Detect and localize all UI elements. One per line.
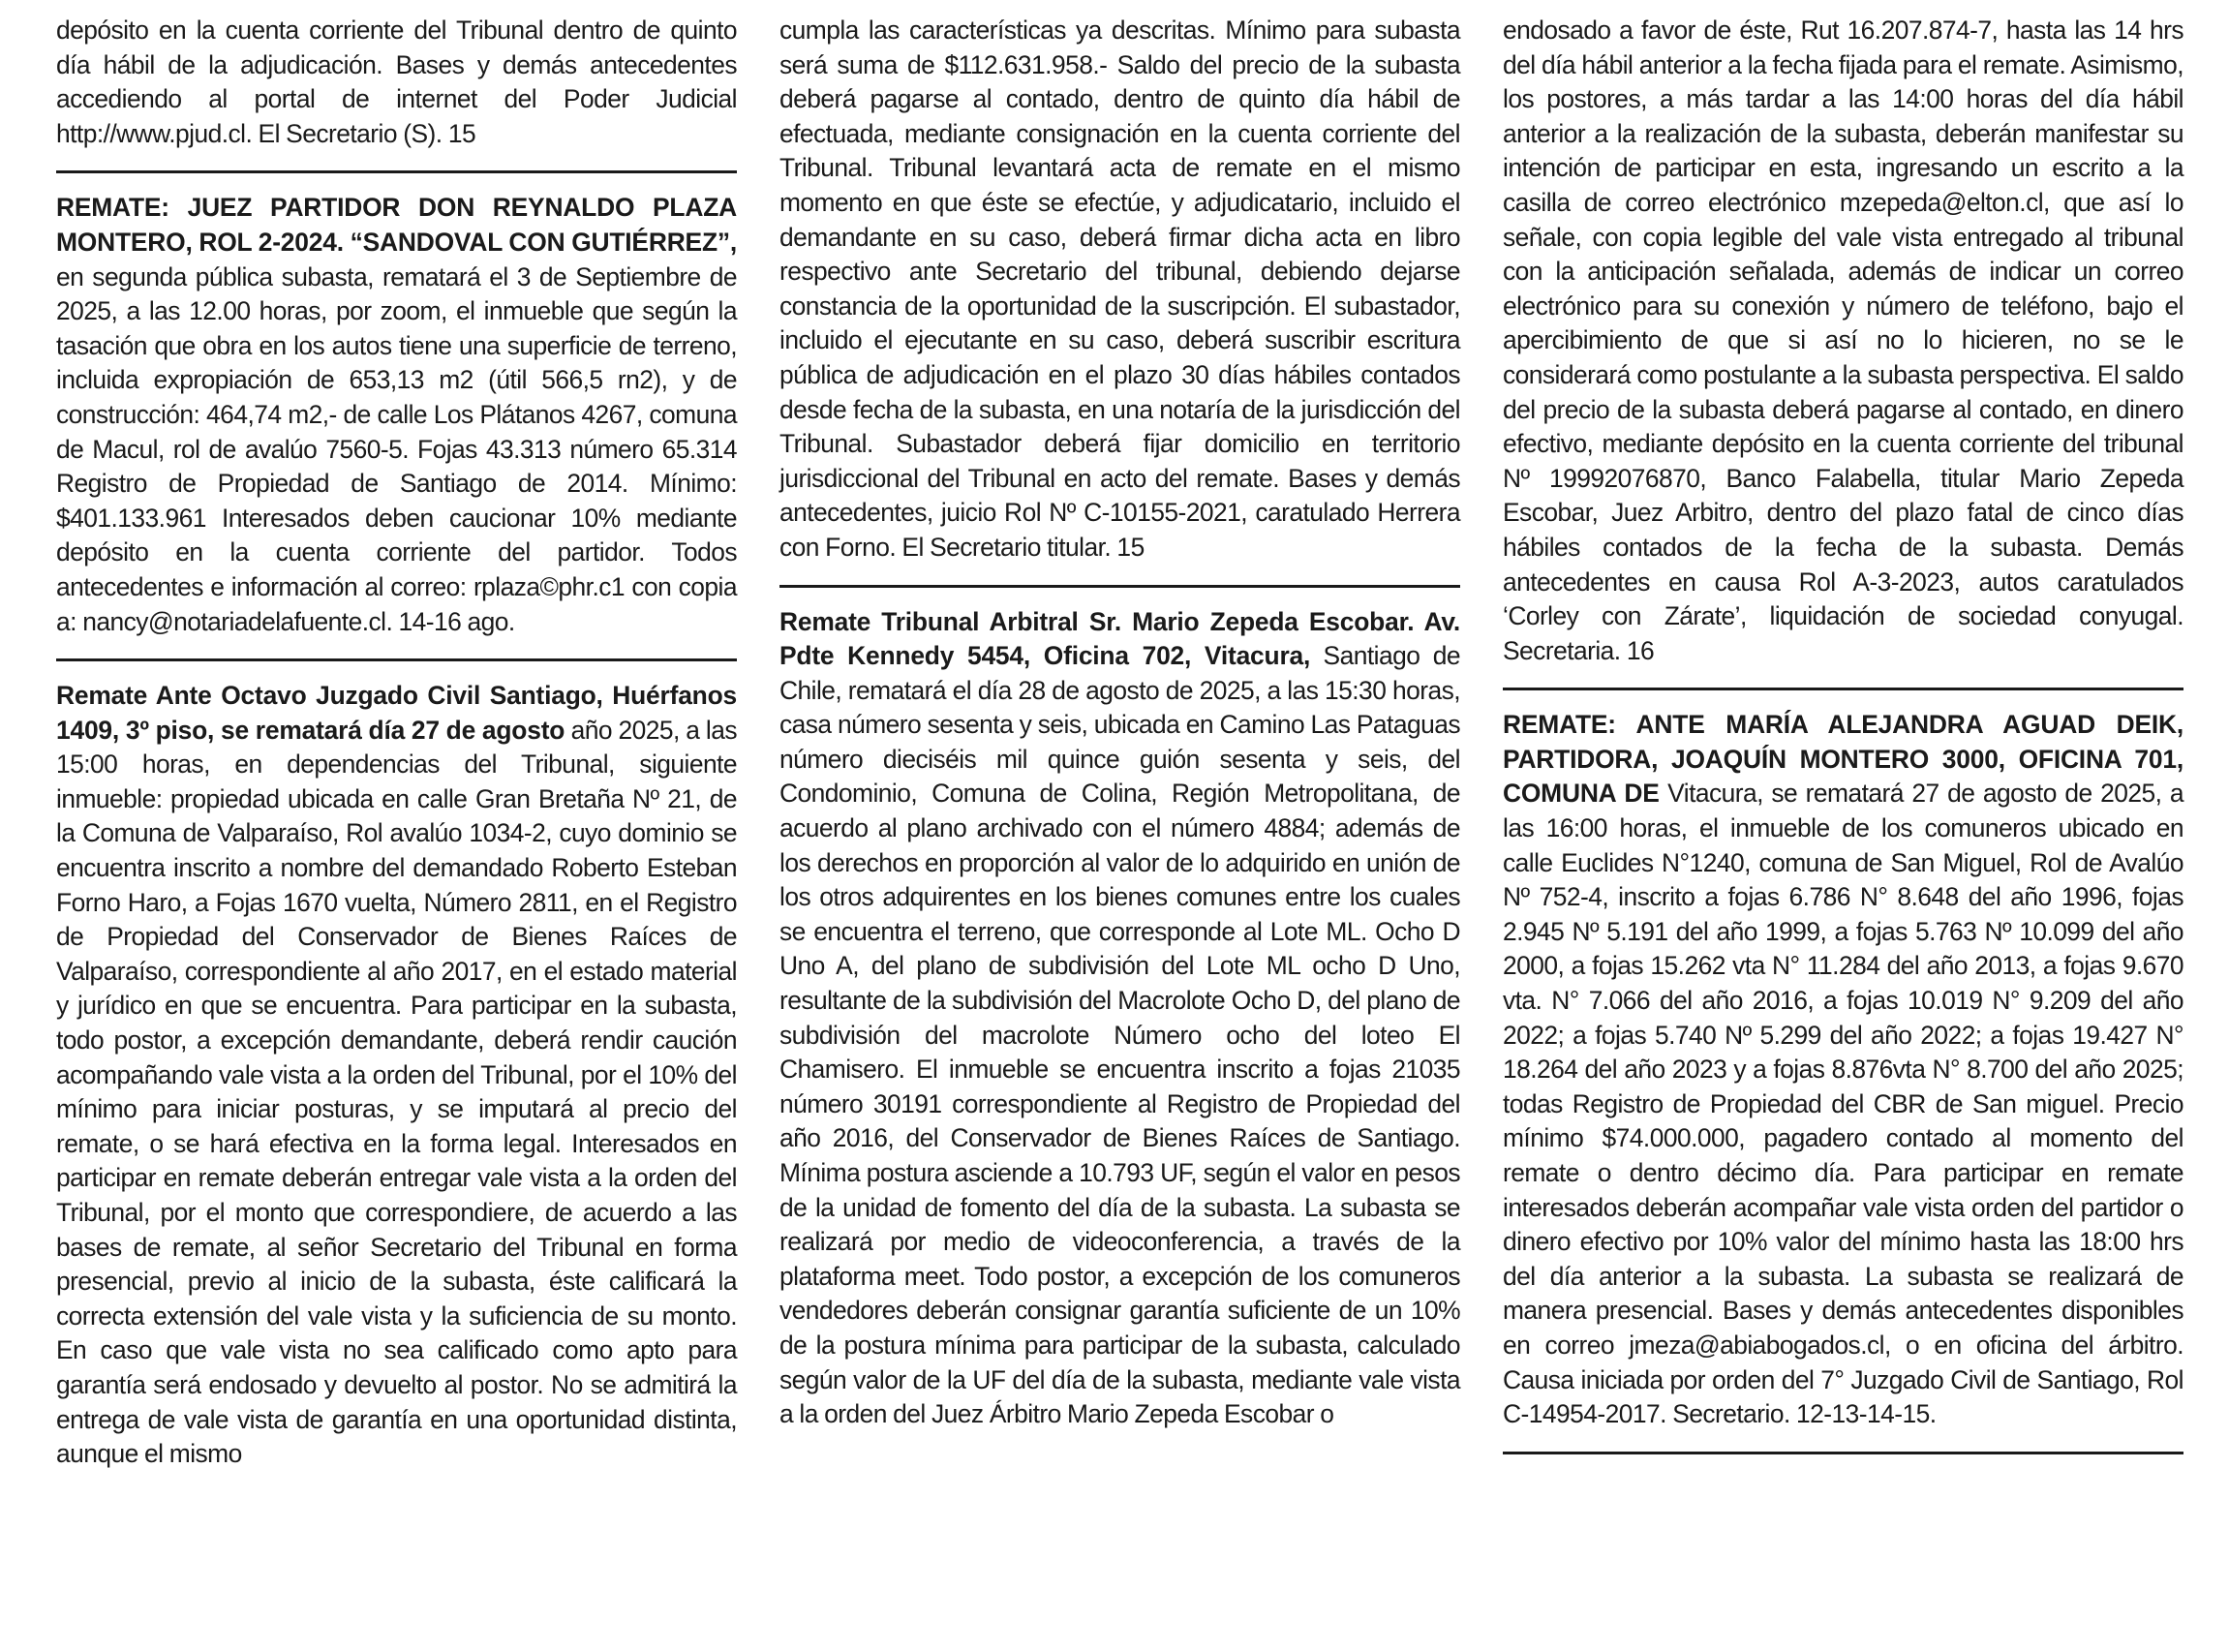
notice-heading: REMATE: JUEZ PARTIDOR DON REYNALDO PLAZA MONTERO, ROL 2-2024. “SANDOVAL CON GUTIÉRREZ”,: [56, 193, 737, 257]
notice-heading: Remate Ante Octavo Juzgado Civil Santiago, Huérfanos 1409, 3º piso, se rematará día 27 de agosto: [56, 681, 737, 745]
notice-heading: Remate Tribunal Arbitral Sr. Mario Zepeda Escobar. Av. Pdte Kennedy 5454, Oficina 702, Vitacura,: [779, 606, 1460, 671]
column-1: [56, 14, 737, 1472]
divider: [779, 585, 1460, 588]
notice-body: año 2025, a las 15:00 horas, en dependencias del Tribunal, siguiente inmueble: propiedad ubicada en calle Gran Bretaña Nº 21, de la Comuna de Valparaíso, Rol avalúo 1034-2, cuyo dominio se encuentra inscrito a nombre del demandado Roberto Esteban Forno Haro, a Fojas 1670 vuelta, Número 2811, en el Registro de Propiedad del Conservador de Bienes Raíces de Valparaíso, correspondiente al año 2017, en el estado material y jurídico en que se encuentra. Para participar en la subasta, todo postor, a excepción demandante, deberá rendir caución acompañando vale vista a la orden del Tribunal, por el 10% del mínimo para iniciar posturas, y se imputará al precio del remate, o se hará efectiva en la forma legal. Interesados en participar en remate deberán entregar vale vista a la orden del Tribunal, por el monto que correspondiere, de acuerdo a las bases de remate, al señor Secretario del Tribunal en forma presencial, previo al inicio de la subasta, éste calificará la correcta extensión del vale vista y la suficiencia de su monto. En caso que vale vista no sea calificado como apto para garantía será endosado y devuelto al postor. No se admitirá la entrega de vale vista de garantía en una oportunidad distinta, aunque el mismo: [56, 715, 737, 1469]
notice-remate-octavo-juzgado: [56, 679, 737, 1472]
column-2: [779, 14, 1460, 1432]
notice-heading: REMATE: ANTE MARÍA ALEJANDRA AGUAD DEIK, PARTIDORA, JOAQUÍN MONTERO 3000, OFICINA 701, COMUNA DE: [1503, 710, 2183, 809]
notice-body: Vitacura, se rematará 27 de agosto de 2025, a las 16:00 horas, el inmueble de los comuneros ubicado en calle Euclides N°1240, comuna de San Miguel, Rol de Avalúo Nº 752-4, inscrito a fojas 6.786 N° 8.648 del año 1996, fojas 2.945 Nº 5.191 del año 1999, a fojas 5.763 Nº 10.099 del año 2000, a fojas 15.262 vta N° 11.284 del año 2013, a fojas 9.670 vta. N° 7.066 del año 2016, a fojas 10.019 N° 9.209 del año 2022; a fojas 5.740 Nº 5.299 del año 2022; a fojas 19.427 N° 18.264 del año 2023 y a fojas 8.876vta N° 8.700 del año 2025; todas Registro de Propiedad del CBR de San miguel. Precio mínimo $74.000.000, pagadero contado al momento del remate o dentro décimo día. Para participar en remate interesados deberán acompañar vale vista orden del partidor o dinero efectivo por 10% valor del mínimo hasta las 18:00 hrs del día anterior a la subasta. La subasta se realizará de manera presencial. Bases y demás antecedentes disponibles en correo jmeza@abiabogados.cl, o en oficina del árbitro. Causa iniciada por orden del 7° Juzgado Civil de Santiago, Rol C-14954-2017. Secretario. 12-13-14-15.: [1503, 779, 2183, 1429]
notice-body: depósito en la cuenta corriente del Tribunal dentro de quinto día hábil de la adjudicación. Bases y demás antecedentes accediendo al portal de internet del Poder Judicial http://www.pjud.cl. El Secretario (S). 15: [56, 15, 737, 148]
notice-body: endosado a favor de éste, Rut 16.207.874-7, hasta las 14 hrs del día hábil anterior a la fecha fijada para el remate. Asimismo, los postores, a más tardar a las 14:00 horas del día hábil anterior a la realización de la subasta, deberán manifestar su intención de participar en esta, ingresando un escrito a la casilla de correo electrónico mzepeda@elton.cl, que así lo señale, con copia legible del vale vista entregado al tribunal con la anticipación señalada, además de indicar un correo electrónico para su conexión y número de teléfono, bajo el apercibimiento de que si así no lo hicieren, no se le considerará como postulante a la subasta perspectiva. El saldo del precio de la subasta deberá pagarse al contado, en dinero efectivo, mediante depósito en la cuenta corriente del tribunal Nº 19992076870, Banco Falabella, titular Mario Zepeda Escobar, Juez Arbitro, dentro del plazo fatal de cinco días hábiles contados de la fecha de la subasta. Demás antecedentes en causa Rol A-3-2023, autos caratulados ‘Corley con Zárate’, liquidación de sociedad conyugal. Secretaria. 16: [1503, 15, 2183, 665]
notice-body: en segunda pública subasta, rematará el 3 de Septiembre de 2025, a las 12.00 horas, por zoom, el inmueble que según la tasación que obra en los autos tiene una superficie de terreno, incluida expropiación de 653,13 m2 (útil 566,5 rn2), y de construcción: 464,74 m2,- de calle Los Plátanos 4267, comuna de Macul, rol de avalúo 7560-5. Fojas 43.313 número 65.314 Registro de Propiedad de Santiago de 2014. Mínimo: $401.133.961 Interesados deben caucionar 10% mediante depósito en la cuenta corriente del partidor. Todos antecedentes e información al correo: rplaza©phr.c1 con copia a: nancy@notariadelafuente.cl. 14-16 ago.: [56, 261, 737, 636]
notice-body: cumpla las características ya descritas. Mínimo para subasta será suma de $112.631.958.- Saldo del precio de la subasta deberá pagarse al contado, dentro de quinto día hábil de efectuada, mediante consignación en la cuenta corriente del Tribunal. Tribunal levantará acta de remate en el mismo momento en que éste se efectúe, y adjudicatario, incluido el demandante en su caso, deberá firmar dicha acta en libro respectivo ante Secretario del tribunal, debiendo dejarse constancia de la oportunidad de la suscripción. El subastador, incluido el ejecutante en su caso, deberá suscribir escritura pública de adjudicación en el plazo 30 días hábiles contados desde fecha de la subasta, en una notaría de la jurisdicción del Tribunal. Subastador deberá fijar domicilio en territorio jurisdiccional del Tribunal en acto del remate. Bases y demás antecedentes, juicio Rol Nº C-10155-2021, caratulado Herrera con Forno. El Secretario titular. 15: [779, 15, 1460, 562]
divider: [1503, 688, 2183, 690]
divider: [56, 170, 737, 173]
notice-continuation: [56, 14, 737, 151]
divider: [56, 658, 737, 661]
notice-body: Santiago de Chile, rematará el día 28 de agosto de 2025, a las 15:30 horas, casa número sesenta y seis, ubicada en Camino Las Pataguas número dieciséis mil quince guión sesenta y seis, del Condominio, Comuna de Colina, Región Metropolitana, de acuerdo al plano archivado con el número 4884; además de los derechos en proporción al valor de lo adquirido en unión de los otros adquirentes en los bienes comunes entre los cuales se encuentra el terreno, que corresponde al Lote ML. Ocho D Uno A, del plano de subdivisión del Lote ML ocho D Uno, resultante de la subdivisión del Macrolote Ocho D, del plano de subdivisión del macrolote Número ocho del loteo El Chamisero. El inmueble se encuentra inscrito a fojas 21035 número 30191 correspondiente al Registro de Propiedad del año 2016, del Conservador de Bienes Raíces de Santiago. Mínima postura asciende a 10.793 UF, según el valor en pesos de la unidad de fomento del día de la subasta. La subasta se realizará por medio de videoconferencia, a través de la plataforma meet. Todo postor, a excepción de los comuneros vendedores deberán consignar garantía suficiente de un 10% de la postura mínima para participar de la subasta, calculado según valor de la UF del día de la subasta, mediante vale vista a la orden del Juez Árbitro Mario Zepeda Escobar o: [779, 641, 1460, 1429]
notice-remate-tribunal-arbitral: [779, 605, 1460, 1432]
notice-continuation: [1503, 14, 2183, 668]
divider: [1503, 1452, 2183, 1454]
column-3: [1503, 14, 2183, 1472]
notice-remate-aguad-deik: [1503, 708, 2183, 1431]
notice-remate-sandoval: [56, 191, 737, 639]
notice-continuation: [779, 14, 1460, 566]
